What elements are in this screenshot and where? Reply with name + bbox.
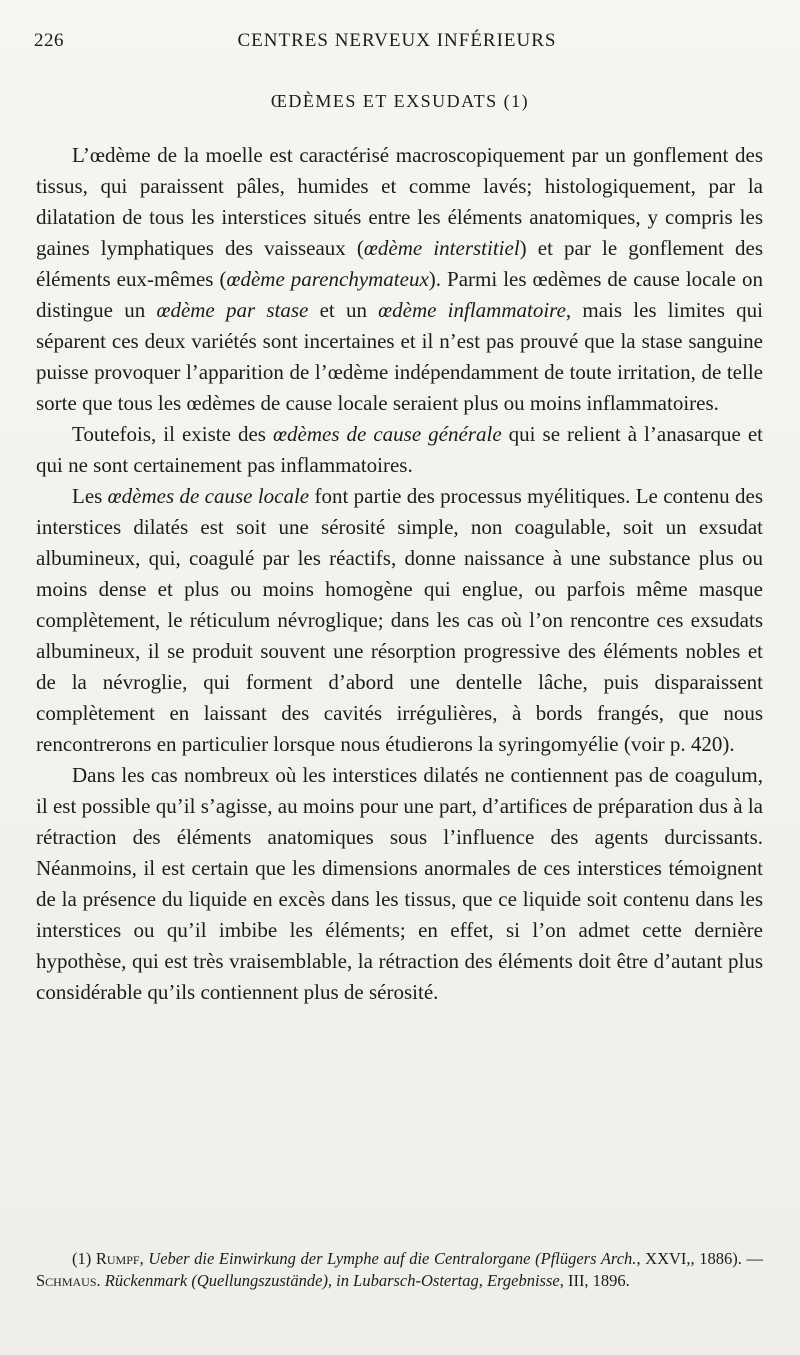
- text-run: L’œdème de la moelle est caractérisé macroscopiquement par un gonflement des tissus, qui paraissent pâles, humides et comme lavés; histologiquement, par la dilatation de tous les interstices situés entre les éléments anatomiques, y compris les gaines lymphatiques des vaisseaux (: [36, 143, 763, 260]
- paragraph: [36, 140, 763, 419]
- text-run: .: [96, 1271, 105, 1290]
- text-run: Toutefois, il existe des: [72, 422, 273, 446]
- text-run: (1): [72, 1249, 96, 1268]
- italic-text: œdème inflammatoire: [378, 298, 566, 322]
- italic-text: œdème par stase: [156, 298, 309, 322]
- text-run: qui se relient à l’anasarque et qui ne sont certainement pas inflammatoires.: [36, 422, 763, 477]
- text-run: , mais les limites qui séparent ces deux variétés sont incertaines et il n’est pas prouvé que la stase sanguine puisse provoquer l’apparition de l’œdème indépendamment de toute irritation, de telle sorte que tous les œdèmes de cause locale seraient plus ou moins inflammatoires.: [36, 298, 764, 415]
- italic-text: œdèmes de cause générale: [273, 422, 502, 446]
- text-run: Les: [72, 484, 108, 508]
- italic-text: œdèmes de cause locale: [107, 484, 310, 508]
- italic-text: Rückenmark (Quellungszustände), in Lubarsch-Ostertag, Ergebnisse: [104, 1271, 560, 1290]
- text-run: et un: [308, 298, 379, 322]
- text-run: ). Parmi les œdèmes de cause locale on distingue un: [36, 267, 763, 322]
- text-run: , III, 1896.: [559, 1271, 630, 1290]
- text-run: , XXVI,, 1886). —: [636, 1249, 764, 1268]
- author-name: Rumpf: [95, 1249, 140, 1268]
- text-run: font partie des processus myélitiques. Le contenu des interstices dilatés est soit une sérosité simple, non coagulable, soit un exsudat albumineux, qui, coagulé par les réactifs, donne naissance à une substance plus ou moins dense et plus ou moins homogène qui englue, ou parfois même masque complètement, le réticulum névroglique; dans les cas où l’on rencontre ces exsudats albumineux, il se produit souvent une résorption progressive des éléments nobles et de la névroglie, qui forment d’abord une dentelle lâche, puis disparaissent complètement en laissant des cavités irrégulières, à bords frangés, que nous rencontrerons en particulier lorsque nous étudierons la syringomyélie (voir p. 420).: [36, 484, 764, 756]
- text-run: ,: [139, 1249, 149, 1268]
- paragraph: [36, 481, 763, 760]
- text-run: ) et par le gonflement des éléments eux-mêmes (: [36, 236, 763, 291]
- page-number: 226: [34, 30, 64, 51]
- paragraph: [36, 419, 763, 481]
- italic-text: œdème interstitiel: [363, 236, 520, 260]
- paragraph: [36, 760, 763, 1008]
- footnote: [36, 1248, 763, 1292]
- section-title: ŒDÈMES ET EXSUDATS (1): [270, 91, 530, 111]
- page-header: [34, 28, 760, 58]
- footnote-text: [36, 1248, 763, 1292]
- italic-text: œdème parenchymateux: [226, 267, 429, 291]
- running-title: CENTRES NERVEUX INFÉRIEURS: [237, 30, 557, 51]
- italic-text: Ueber die Einwirkung der Lymphe auf die Centralorgane (Pflügers Arch.: [148, 1249, 637, 1268]
- text-run: Dans les cas nombreux où les interstices dilatés ne contiennent pas de coagulum, il est possible qu’il s’agisse, au moins pour une part, d’artifices de préparation dus à la rétraction des éléments anatomiques sous l’influence des agents durcissants. Néanmoins, il est certain que les dimensions anormales de ces interstices témoignent de la présence du liquide en excès dans les tissus, que ce liquide soit contenu dans les interstices ou qu’il imbibe les éléments; en effet, si l’on admet cette dernière hypothèse, qui est très vraisemblable, la rétraction des éléments doit être d’autant plus considérable qu’ils contiennent plus de sérosité.: [36, 763, 763, 1004]
- body-text: [36, 140, 763, 1008]
- author-name: Schmaus: [36, 1271, 97, 1290]
